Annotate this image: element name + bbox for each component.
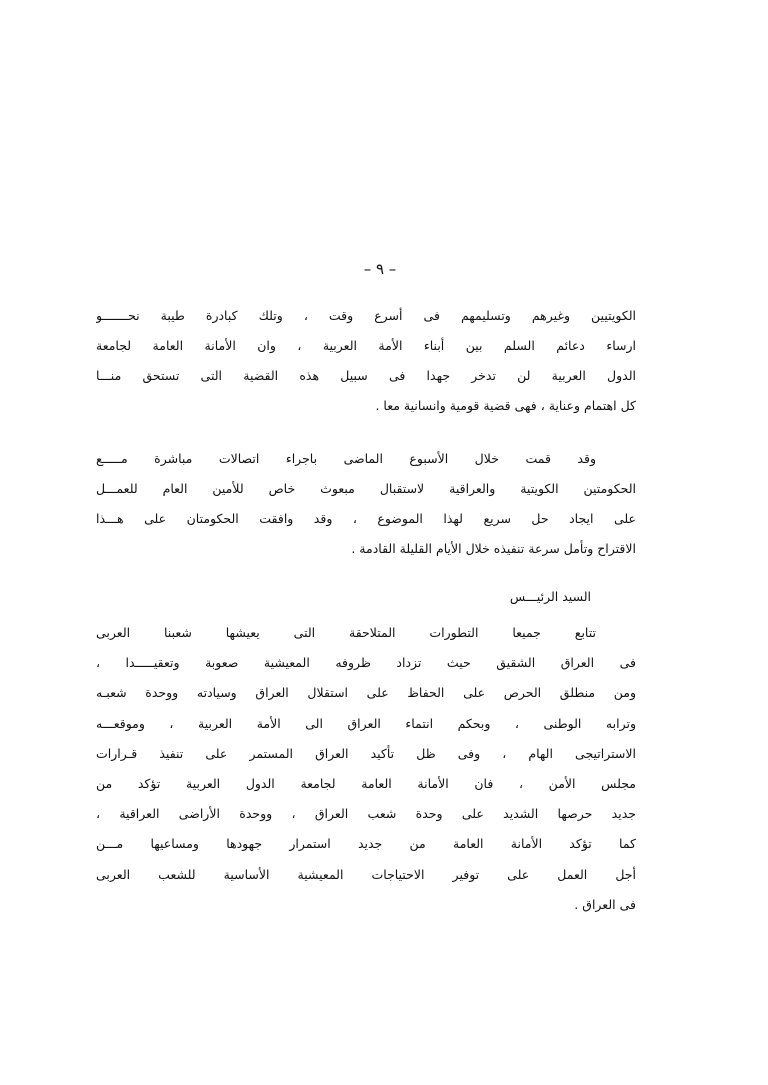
text-line: على ايجاد حل سريع لهذا الموضوع ، وقد وافقت الحكومتان على هـــذا	[96, 511, 636, 526]
text-line: وقد قمت خلال الأسبوع الماضى باجراء اتصالات مباشرة مـــــع	[96, 451, 596, 466]
text-line: تتابع جميعا التطورات المتلاحقة التى يعيشها شعبنا العربى	[96, 625, 596, 640]
text-line: أجل العمل على توفير الاحتياجات المعيشية الأساسية للشعب العربى	[96, 866, 636, 882]
text-line: الاقتراح وتأمل سرعة تنفيذه خلال الأيام القليلة القادمة .	[351, 541, 636, 556]
paragraph-2	[96, 444, 636, 564]
text-line: ومن منطلق الحرص على الحفاظ على استقلال العراق وسيادته ووحدة شعبـه	[96, 685, 636, 701]
text-line: كما تؤكد الأمانة العامة من جديد استمرار جهودها ومساعيها مـــن	[96, 836, 636, 852]
page-number: – ٩ –	[363, 260, 397, 278]
text-line: مجلس الأمن ، فان الأمانة العامة لجامعة الدول العربية تؤكد من	[96, 775, 636, 791]
text-line: الكويتيين وغيرهم وتسليمهم فى أسرع وقت ، وتلك كبادرة طيبة نحـــــــو	[96, 308, 636, 323]
text-line: فى العراق الشقيق حيث تزداد ظروفه المعيشية صعوبة وتعقيـــــدا ،	[96, 655, 636, 671]
text-line: ارساء دعائم السلم بين أبناء الأمة العربية ، وان الأمانة العامة لجامعة	[96, 338, 636, 353]
text-line: وترابه الوطنى ، وبحكم انتماء العراق الى الأمة العربية ، وموقعـــه	[96, 715, 636, 731]
paragraph-3	[96, 618, 636, 920]
paragraph-1	[96, 301, 636, 421]
text-line: جديد حرصها الشديد على وحدة شعب العراق ، ووحدة الأراضى العراقية ،	[96, 806, 636, 822]
text-line: كل اهتمام وعناية ، فهى قضية قومية وانسانية معا .	[375, 398, 636, 413]
text-line: الحكومتين الكويتية والعراقية لاستقبال مبعوث خاص للأمين العام للعمـــل	[96, 481, 636, 496]
text-line: الاستراتيجى الهام ، وفى ظل تأكيد العراق المستمر على تنفيذ قـرارات	[96, 745, 636, 761]
text-line: فى العراق .	[574, 896, 636, 912]
text-line: الدول العربية لن تدخر جهدا فى سبيل هذه القضية التى تستحق منـــا	[96, 368, 636, 383]
salutation-heading: السيد الرئيـــس	[509, 589, 591, 604]
